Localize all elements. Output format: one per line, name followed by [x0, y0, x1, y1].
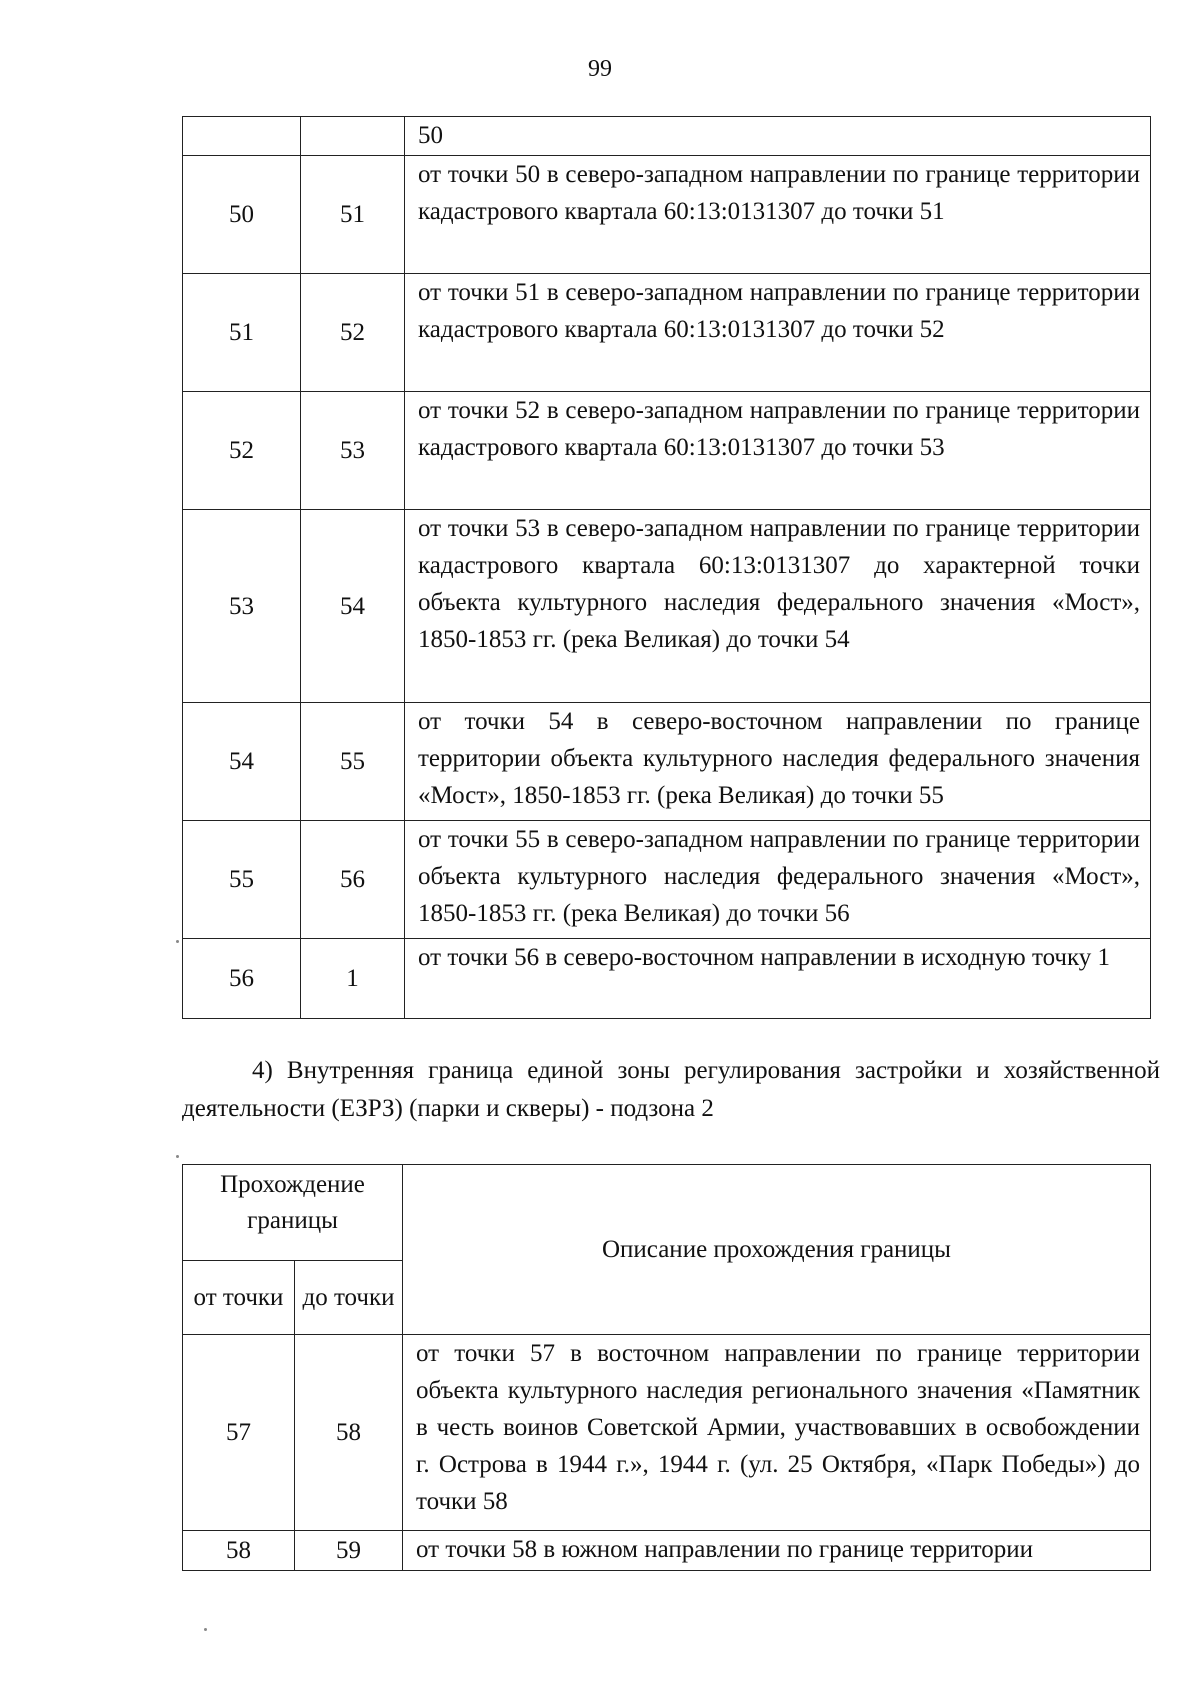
header-from-point: от точки — [183, 1261, 295, 1335]
to-point-cell — [301, 117, 405, 156]
description-cell: от точки 54 в северо-восточном направлении по границе территории объекта культурного наследия федерального значения «Мост», 1850-1853 гг. (река Великая) до точки 55 — [405, 703, 1151, 821]
page-number: 99 — [588, 56, 612, 82]
scan-speck — [176, 1155, 179, 1158]
from-point-cell: 55 — [183, 821, 301, 939]
to-point-cell: 54 — [301, 510, 405, 703]
from-point-cell: 58 — [183, 1531, 295, 1571]
description-cell: от точки 52 в северо-западном направлении по границе территории кадастрового квартала 60:13:0131307 до точки 53 — [405, 392, 1151, 510]
scan-speck — [176, 940, 179, 943]
table-row — [183, 703, 1151, 821]
to-point-cell: 1 — [301, 939, 405, 1019]
from-point-cell: 50 — [183, 156, 301, 274]
description-cell: от точки 55 в северо-западном направлении по границе территории объекта культурного наследия федерального значения «Мост», 1850-1853 гг. (река Великая) до точки 56 — [405, 821, 1151, 939]
table-header-row — [183, 1165, 1151, 1261]
header-boundary-passage: Прохождение границы — [183, 1165, 403, 1261]
table-row — [183, 392, 1151, 510]
from-point-cell: 54 — [183, 703, 301, 821]
table-row — [183, 510, 1151, 703]
description-cell: от точки 50 в северо-западном направлении по границе территории кадастрового квартала 60:13:0131307 до точки 51 — [405, 156, 1151, 274]
description-cell: 50 — [405, 117, 1151, 156]
description-cell: от точки 58 в южном направлении по границе территории — [403, 1531, 1151, 1571]
to-point-cell: 53 — [301, 392, 405, 510]
description-cell: от точки 57 в восточном направлении по границе территории объекта культурного наследия регионального значения «Памятник в честь воинов Советской Армии, участвовавших в освобождении г. Острова в 1944 г.», 1944 г. (ул. 25 Октября, «Парк Победы») до точки 58 — [403, 1335, 1151, 1531]
to-point-cell: 55 — [301, 703, 405, 821]
description-cell: от точки 56 в северо-восточном направлении в исходную точку 1 — [405, 939, 1151, 1019]
table-row — [183, 1531, 1151, 1571]
to-point-cell: 51 — [301, 156, 405, 274]
table-row — [183, 821, 1151, 939]
table-row — [183, 156, 1151, 274]
description-cell: от точки 51 в северо-западном направлении по границе территории кадастрового квартала 60:13:0131307 до точки 52 — [405, 274, 1151, 392]
to-point-cell: 56 — [301, 821, 405, 939]
table-row — [183, 1335, 1151, 1531]
section-heading-paragraph: 4) Внутренняя граница единой зоны регулирования застройки и хозяйственной деятельности (ЕЗРЗ) (парки и скверы) - подзона 2 — [182, 1057, 1160, 1122]
scan-speck — [204, 1628, 207, 1631]
from-point-cell — [183, 117, 301, 156]
from-point-cell: 51 — [183, 274, 301, 392]
to-point-cell: 59 — [295, 1531, 403, 1571]
from-point-cell: 56 — [183, 939, 301, 1019]
to-point-cell: 58 — [295, 1335, 403, 1531]
from-point-cell: 53 — [183, 510, 301, 703]
from-point-cell: 57 — [183, 1335, 295, 1531]
header-to-point: до точки — [295, 1261, 403, 1335]
table-row — [183, 274, 1151, 392]
to-point-cell: 52 — [301, 274, 405, 392]
description-cell: от точки 53 в северо-западном направлении по границе территории кадастрового квартала 60:13:0131307 до характерной точки объекта культурного наследия федерального значения «Мост», 1850-1853 гг. (река Великая) до точки 54 — [405, 510, 1151, 703]
header-description: Описание прохождения границы — [403, 1165, 1151, 1335]
boundary-table-subzone-2 — [182, 1164, 1151, 1571]
boundary-table-continued — [182, 116, 1151, 1019]
table-row — [183, 939, 1151, 1019]
table-row — [183, 117, 1151, 156]
from-point-cell: 52 — [183, 392, 301, 510]
